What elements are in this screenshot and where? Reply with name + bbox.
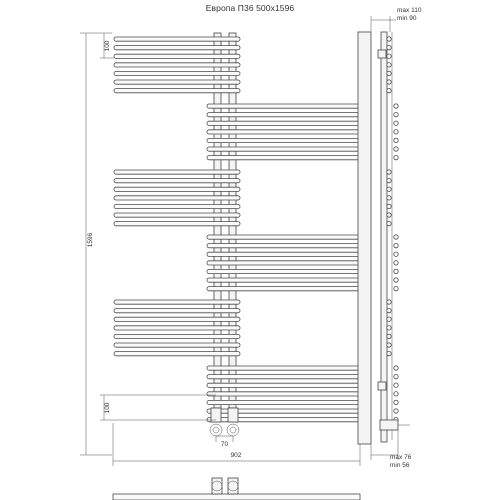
wall-min-bottom-label: min 56 (390, 462, 410, 469)
side-bar-profile (387, 343, 391, 347)
drawing-title: Европа П36 500х1596 (205, 3, 295, 13)
radiator-bars (114, 37, 360, 422)
bottom-offset-dimension (100, 395, 216, 420)
bottom-bar-cut (113, 494, 360, 500)
radiator-bar (207, 278, 360, 282)
side-bar-profile (394, 366, 398, 370)
radiator-bar (114, 71, 240, 75)
radiator-bar (114, 89, 240, 93)
radiator-bar (207, 252, 360, 256)
radiator-bar (114, 196, 240, 200)
side-bracket-bottom (378, 382, 386, 390)
radiator-bar (114, 46, 240, 50)
side-wall-plate (358, 32, 371, 444)
valve-left-core (213, 427, 219, 433)
connection-dim-label: 70 (220, 441, 229, 448)
width-dimension (113, 423, 360, 466)
radiator-bar (114, 204, 240, 208)
side-bar-profile (387, 351, 391, 355)
side-bar-profiles (387, 37, 398, 422)
radiator-bar (114, 334, 240, 338)
radiator-bar (207, 113, 360, 117)
radiator-bar (114, 187, 240, 191)
radiator-bar (207, 147, 360, 151)
side-bar-profile (394, 261, 398, 265)
side-bar-profile (387, 326, 391, 330)
wall-max-bottom-label: max 76 (390, 454, 412, 461)
side-bar-profile (394, 252, 398, 256)
side-bar-profile (394, 235, 398, 239)
radiator-bar (207, 269, 360, 273)
side-bar-profile (387, 71, 391, 75)
wall-max-top-label: max 110 (397, 7, 422, 14)
top-offset-dimension (100, 33, 114, 58)
side-bar-profile (387, 88, 391, 92)
side-bar-profile (387, 54, 391, 58)
top-offset-label: 100 (104, 40, 111, 52)
bottom-valve-left (212, 478, 222, 494)
side-bar-profile (394, 383, 398, 387)
radiator-bar (207, 156, 360, 160)
radiator-bar (114, 343, 240, 347)
radiator-bar (207, 287, 360, 291)
radiator-bar (114, 170, 240, 174)
side-bar-profile (387, 213, 391, 217)
side-bar-profile (387, 187, 391, 191)
radiator-bar (207, 383, 360, 387)
side-bar-profile (387, 80, 391, 84)
side-bar-profile (394, 121, 398, 125)
bottom-partial-view (113, 478, 360, 500)
radiator-bar (114, 54, 240, 58)
radiator-bar (114, 213, 240, 217)
side-bar-profile (387, 308, 391, 312)
width-dim-label: 902 (230, 452, 242, 459)
side-bar-profile (394, 112, 398, 116)
radiator-bar (114, 80, 240, 84)
bottom-valve-right (228, 478, 238, 494)
radiator-bar (114, 326, 240, 330)
side-bar-profile (387, 300, 391, 304)
side-bar-profile (394, 269, 398, 273)
side-bar-profile (387, 196, 391, 200)
side-bar-profile (394, 147, 398, 151)
radiator-bar (207, 400, 360, 404)
radiator-bar (114, 309, 240, 313)
radiator-bar (207, 244, 360, 248)
side-bar-profile (394, 400, 398, 404)
radiator-bar (114, 352, 240, 356)
side-valve (380, 420, 398, 430)
bottom-offset-label: 100 (104, 402, 111, 414)
side-bar-profile (394, 409, 398, 413)
side-bracket-top (378, 50, 386, 58)
connection-dimension (216, 436, 233, 448)
radiator-bar (207, 130, 360, 134)
radiator-bar (207, 366, 360, 370)
side-bar-profile (394, 138, 398, 142)
side-bar-profile (387, 204, 391, 208)
radiator-bar (114, 37, 240, 41)
wall-min-top-label: min 90 (397, 15, 417, 22)
radiator-bar (114, 222, 240, 226)
valve-right-core (230, 427, 236, 433)
radiator-bar (114, 317, 240, 321)
valve-left-ring (210, 424, 222, 436)
radiator-bar (207, 104, 360, 108)
side-bar-profile (394, 392, 398, 396)
side-bar-profile (387, 37, 391, 41)
side-bar-profile (387, 63, 391, 67)
side-bar-profile (394, 155, 398, 159)
side-bar-profile (387, 221, 391, 225)
radiator-bar (207, 375, 360, 379)
side-view (358, 7, 422, 469)
side-bar-profile (394, 278, 398, 282)
side-bar-profile (387, 334, 391, 338)
valve-right-body (228, 408, 238, 422)
radiator-bar (207, 138, 360, 142)
radiator-bar (114, 300, 240, 304)
side-bar-profile (394, 130, 398, 134)
radiator-bar (207, 261, 360, 265)
side-bar-profile (387, 317, 391, 321)
side-bar-profile (387, 170, 391, 174)
side-bar-profile (387, 178, 391, 182)
radiator-bar (114, 179, 240, 183)
radiator-bar (207, 392, 360, 396)
side-collector (381, 32, 387, 442)
side-bar-profile (394, 286, 398, 290)
radiator-bar (207, 121, 360, 125)
height-dimension (80, 33, 112, 455)
height-dim-label: 1596 (87, 232, 94, 248)
side-bar-profile (394, 243, 398, 247)
radiator-bar (114, 63, 240, 67)
valve-right-ring (227, 424, 239, 436)
side-bar-profile (394, 374, 398, 378)
side-bar-profile (387, 45, 391, 49)
radiator-bar (207, 235, 360, 239)
side-bar-profile (394, 104, 398, 108)
